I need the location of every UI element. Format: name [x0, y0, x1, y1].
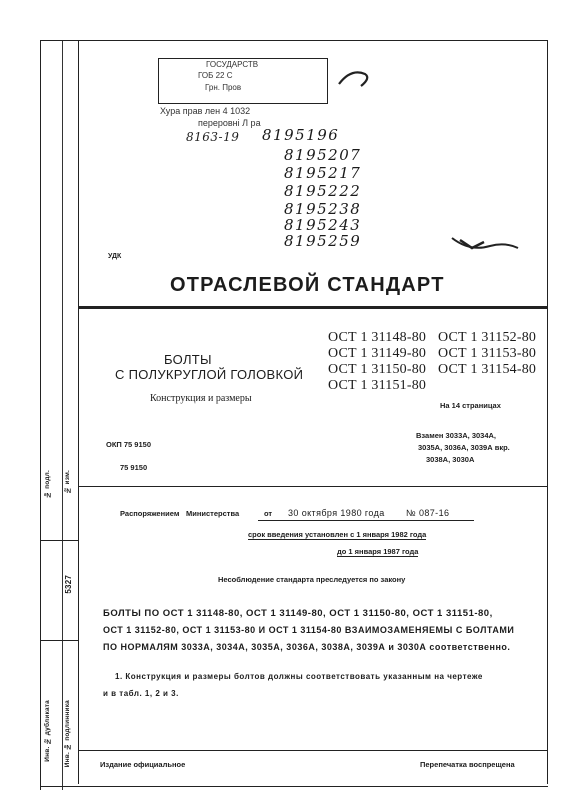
ost-code-1: ОСТ 1 31148-80: [328, 330, 427, 345]
body-line-3: ПО НОРМАЛЯМ 3033А, 3034А, 3035А, 3036А, 3038А, 3039А и 3030А соответственно.: [103, 642, 511, 652]
stamp-line-4: Хура прав лен 4 1032: [160, 106, 251, 116]
margin-label-b: № изм.: [64, 470, 71, 494]
udk-label: УДК: [108, 253, 122, 260]
left-margin-line: [40, 40, 41, 790]
okp-line-1: ОКП 75 9150: [106, 440, 151, 449]
ost-code-5: ОСТ 1 31152-80: [438, 330, 537, 345]
main-title: ОТРАСЛЕВОЙ СТАНДАРТ: [170, 274, 445, 296]
para1-line-1: 1. Конструкция и размеры болтов должны соответствовать указанным на чертеже: [115, 672, 483, 681]
ost-code-2: ОСТ 1 31149-80: [328, 346, 427, 361]
handwritten-first: 8163-19: [186, 130, 240, 144]
margin-label-number: 5327: [64, 575, 73, 594]
ost-code-7: ОСТ 1 31154-80: [438, 362, 537, 377]
signature-scribble-icon: [450, 232, 520, 254]
stamp-line-3: Грн. Пров: [205, 83, 242, 92]
replaces-line-2: 3035А, 3036А, 3039А вкр.: [418, 443, 510, 452]
registration-ministry: Министерства: [186, 509, 240, 518]
title-rule: [78, 306, 548, 309]
subject-line-1: БОЛТЫ: [164, 352, 212, 367]
footer-rule: [78, 750, 548, 751]
registration-underline: [258, 520, 474, 521]
subject-line-2: С ПОЛУКРУГЛОЙ ГОЛОВКОЙ: [115, 367, 304, 382]
margin-column-divider: [62, 40, 63, 790]
footer-right: Перепечатка воспрещена: [420, 760, 515, 769]
handwritten-number-4: 8195238: [284, 200, 362, 218]
stamp-line-5: переровні Л ра: [198, 118, 261, 128]
ost-code-4: ОСТ 1 31151-80: [328, 378, 427, 393]
stamp-line-2: ГОБ 22 С: [198, 71, 233, 80]
handwritten-number-2: 8195217: [284, 164, 362, 182]
margin-label-c: Инв. № дубликата: [44, 700, 51, 762]
footer-left: Издание официальное: [100, 760, 186, 769]
validity-line-1: срок введения установлен с 1 января 1982 года: [248, 530, 427, 539]
margin-label-d: Инв. № подлинника: [64, 700, 71, 768]
stamp-flourish-icon: [335, 66, 375, 92]
sheet-bottom-rule: [40, 786, 548, 787]
okp-line-2: 75 9150: [120, 463, 148, 472]
ost-code-6: ОСТ 1 31153-80: [438, 346, 537, 361]
handwritten-number-5: 8195243: [284, 216, 362, 234]
body-line-2: ОСТ 1 31152-80, ОСТ 1 31153-80 И ОСТ 1 31154-80 ВЗАИМОЗАМЕНЯЕМЫ С БОЛТАМИ: [103, 625, 515, 635]
replaces-line-1: Взамен 3033А, 3034А,: [416, 431, 497, 440]
handwritten-number-1: 8195207: [284, 146, 362, 164]
margin-label-a: № подл.: [44, 470, 51, 499]
handwritten-first-suffix: 8195196: [262, 126, 340, 144]
handwritten-number-6: 8195259: [284, 232, 362, 250]
registration-from: от: [264, 509, 273, 518]
replaces-line-3: 3038А, 3030А: [426, 455, 475, 464]
pages-note: На 14 страницах: [440, 401, 501, 410]
subject-line-3: Конструкция и размеры: [150, 393, 252, 404]
compliance-note: Несоблюдение стандарта преследуется по закону: [218, 575, 406, 584]
header-bottom-rule: [78, 486, 548, 487]
validity-line-2: до 1 января 1987 года: [337, 547, 419, 556]
body-line-1: БОЛТЫ ПО ОСТ 1 31148-80, ОСТ 1 31149-80, ОСТ 1 31150-80, ОСТ 1 31151-80,: [103, 608, 493, 619]
margin-low-rule: [40, 640, 78, 641]
margin-top-rule: [40, 40, 78, 41]
handwritten-number-3: 8195222: [284, 182, 362, 200]
stamp-line-1: ГОСУДАРСТВ: [206, 60, 259, 69]
ost-code-3: ОСТ 1 31150-80: [328, 362, 427, 377]
registration-number: № 087-16: [406, 508, 450, 518]
registration-label: Распоряжением: [120, 509, 180, 518]
para1-line-2: и в табл. 1, 2 и 3.: [103, 689, 179, 698]
registration-date: 30 октября 1980 года: [288, 508, 385, 518]
margin-mid-rule: [40, 540, 78, 541]
